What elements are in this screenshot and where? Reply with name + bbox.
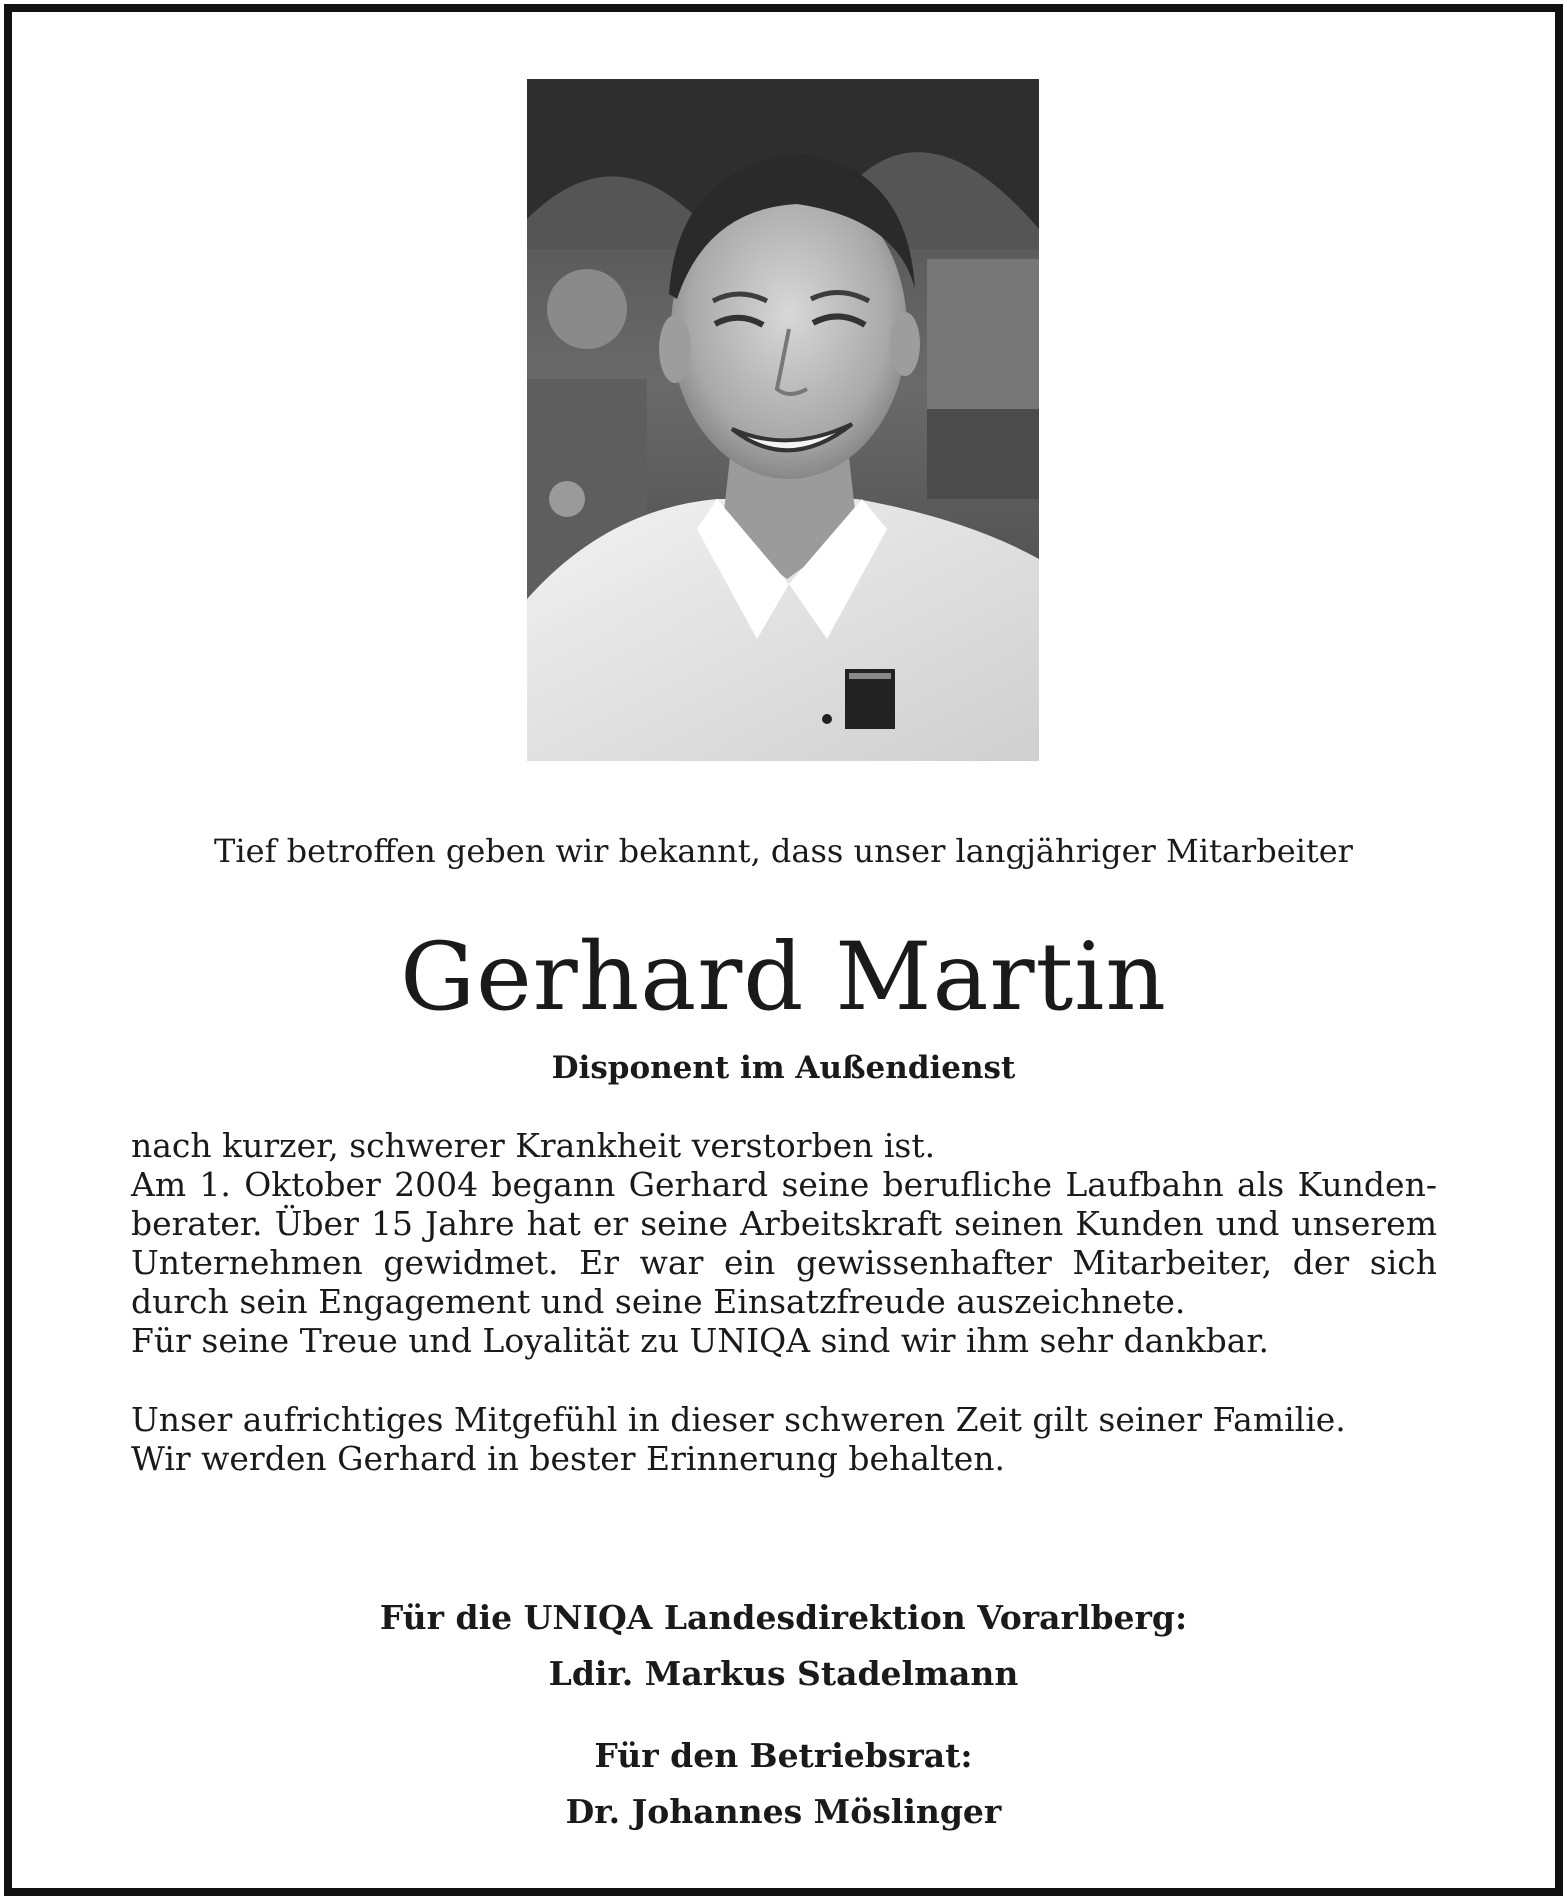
signatory-person: Ldir. Markus Stadelmann bbox=[548, 1654, 1019, 1693]
deceased-name: Gerhard Martin bbox=[400, 923, 1167, 1032]
signatory-block bbox=[0, 1728, 1567, 1840]
signatory-org: Für den Betriebsrat: bbox=[594, 1736, 973, 1775]
body-line: Für seine Treue und Loyalität zu UNIQA sind wir ihm sehr dankbar. bbox=[131, 1321, 1270, 1360]
body-line: nach kurzer, schwerer Krankheit verstorben ist. bbox=[131, 1126, 936, 1165]
intro-text: Tief betroffen geben wir bekannt, dass unser langjähriger Mitarbeiter bbox=[214, 832, 1353, 870]
body-line: Wir werden Gerhard in bester Erinnerung behalten. bbox=[131, 1439, 1006, 1478]
signatory-block bbox=[0, 1590, 1567, 1702]
job-title: Disponent im Außendienst bbox=[551, 1050, 1016, 1086]
body-line: Unser aufrichtiges Mitgefühl in dieser schweren Zeit gilt seiner Familie. bbox=[131, 1400, 1346, 1439]
notice-body bbox=[131, 1126, 1437, 1478]
portrait-photo bbox=[527, 79, 1039, 761]
signatory-org: Für die UNIQA Landesdirektion Vorarlberg: bbox=[379, 1598, 1188, 1637]
body-paragraph: Am 1. Oktober 2004 begann Gerhard seine berufliche Laufbahn als Kundenberater. Über 15 Jahre hat er seine Arbeitskraft seinen Kunden und unserem Unternehmen gewidmet. Er war ein gewissenhafter Mitarbeiter, der sich durch sein Engagement und seine Einsatzfreude auszeichnete. bbox=[131, 1165, 1437, 1321]
signatory-person: Dr. Johannes Möslinger bbox=[565, 1792, 1002, 1831]
